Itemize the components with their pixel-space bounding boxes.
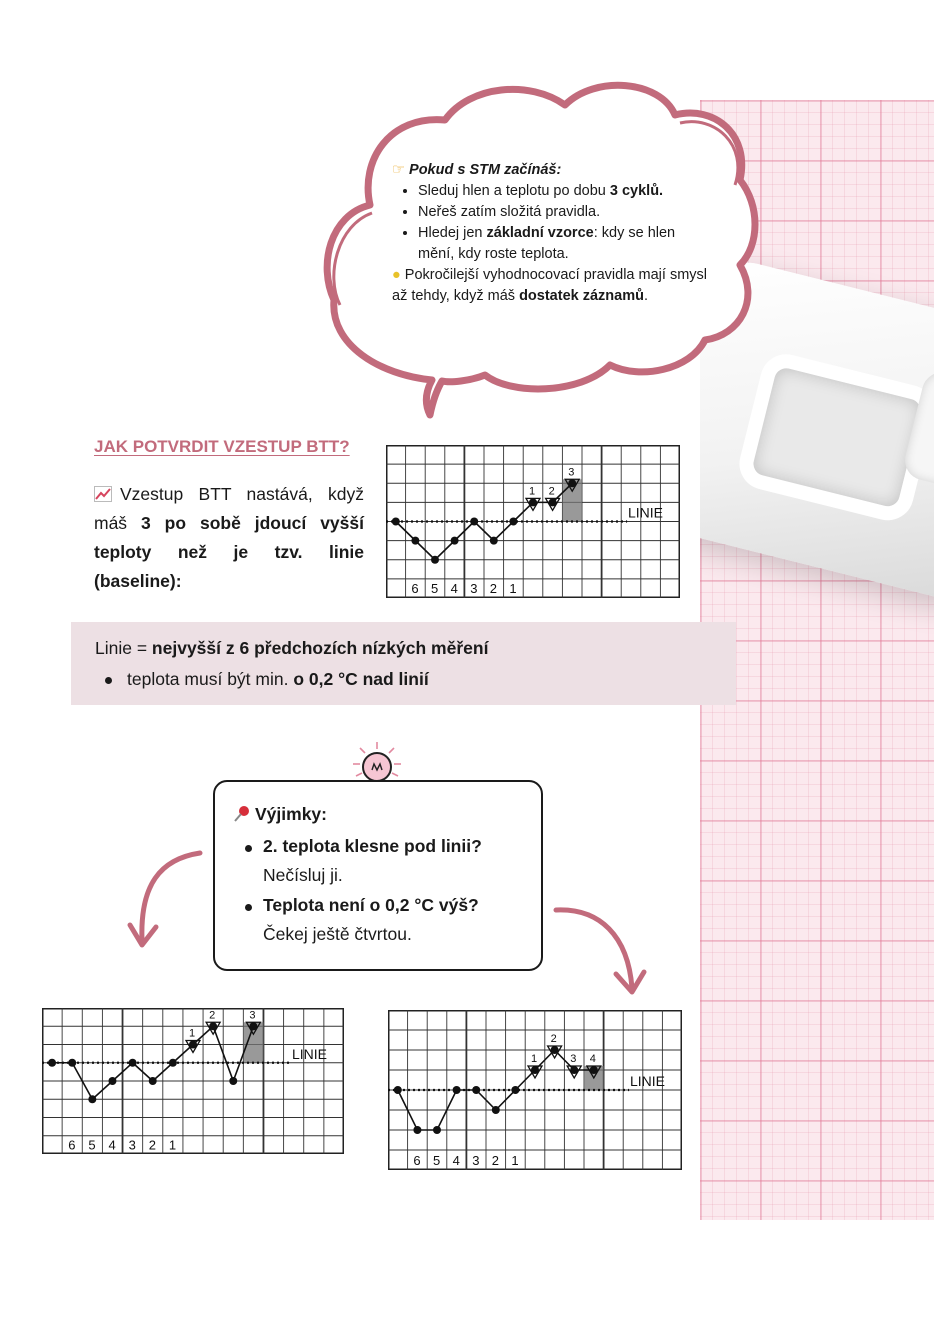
low-number-label: 4 bbox=[450, 581, 458, 597]
temperature-point bbox=[453, 1086, 461, 1094]
section-text-bold: 3 po sobě jdoucí vyšší teploty než je tzv. linie (baseline): bbox=[94, 513, 364, 591]
temperature-point bbox=[411, 537, 419, 545]
cloud-bullet-text: Neřeš zatím složitá pravidla. bbox=[418, 204, 601, 220]
cloud-tip-text: Pokročilejší vyhodnocovací pravidla mají smysl až tehdy, když máš bbox=[392, 267, 707, 304]
temperature-point bbox=[472, 1086, 480, 1094]
high-number-label: 3 bbox=[568, 466, 575, 479]
temperature-point bbox=[490, 537, 498, 545]
temperature-point bbox=[88, 1095, 96, 1103]
low-number-label: 2 bbox=[148, 1137, 156, 1153]
cloud-bullet-text: Hledej jen bbox=[418, 225, 487, 241]
temperature-point bbox=[229, 1077, 237, 1085]
pointing-hand-icon: ☞ bbox=[392, 162, 405, 178]
low-number-label: 3 bbox=[470, 581, 478, 597]
bullet-dot bbox=[245, 904, 252, 911]
section-title: JAK POTVRDIT VZESTUP BTT? bbox=[94, 437, 350, 456]
temperature-point bbox=[149, 1077, 157, 1085]
temperature-point bbox=[68, 1059, 76, 1067]
low-number-label: 6 bbox=[413, 1153, 421, 1168]
temperature-point bbox=[413, 1126, 421, 1134]
high-number-label: 2 bbox=[209, 1009, 216, 1022]
exception-item-text: Nečísluj ji. bbox=[263, 865, 343, 885]
baseline-definition-box bbox=[71, 622, 736, 705]
low-number-label: 5 bbox=[433, 1153, 441, 1168]
cloud-bullet-bold: základní vzorce bbox=[486, 225, 594, 241]
temperature-point bbox=[431, 556, 439, 564]
low-number-label: 1 bbox=[511, 1153, 519, 1168]
bullet-dot bbox=[245, 845, 252, 852]
low-number-label: 5 bbox=[88, 1137, 96, 1153]
cloud-tip bbox=[392, 265, 707, 307]
low-number-label: 3 bbox=[128, 1137, 136, 1153]
bullet-dot bbox=[105, 677, 112, 684]
baseline-label: LINIE bbox=[628, 504, 664, 521]
high-number-label: 1 bbox=[189, 1027, 196, 1040]
section-text bbox=[94, 480, 364, 596]
high-number-label: 3 bbox=[249, 1009, 256, 1022]
cloud-content bbox=[392, 160, 707, 307]
high-number-label: 4 bbox=[589, 1053, 596, 1065]
btt-chart-exception-1 bbox=[42, 1008, 344, 1154]
baseline-definition bbox=[95, 638, 488, 659]
cloud-tip-end: . bbox=[643, 288, 648, 304]
high-number-label: 3 bbox=[570, 1053, 577, 1065]
cloud-bullet bbox=[418, 223, 707, 265]
cloud-bullet-bold: 3 cyklů. bbox=[609, 183, 664, 199]
exceptions-box bbox=[213, 780, 543, 971]
temperature-point bbox=[492, 1106, 500, 1114]
temperature-point bbox=[433, 1126, 441, 1134]
cloud-bullet bbox=[418, 181, 707, 202]
exception-item bbox=[263, 891, 525, 949]
rule-prefix: teplota musí být min. bbox=[127, 669, 294, 689]
lightbulb-icon: ● bbox=[392, 267, 401, 283]
right-arrow bbox=[550, 900, 650, 1000]
exceptions-title-text: Výjimky: bbox=[255, 804, 327, 824]
rule-bold: o 0,2 °C nad linií bbox=[293, 669, 429, 689]
cloud-bullet-text: : kdy se hlen mění, kdy roste teplota. bbox=[418, 225, 676, 262]
exception-item-bold: Teplota není o 0,2 °C výš? bbox=[263, 895, 479, 915]
cloud-bullet-text: Sleduj hlen a teplotu po dobu bbox=[418, 183, 610, 199]
definition-bold: nejvyšší z 6 předchozích nízkých měření bbox=[151, 638, 489, 658]
temperature-point bbox=[509, 518, 517, 526]
high-number-label: 1 bbox=[531, 1053, 538, 1065]
high-number-label: 2 bbox=[548, 485, 555, 498]
temperature-point bbox=[394, 1086, 402, 1094]
cloud-bullet bbox=[418, 202, 707, 223]
low-number-label: 1 bbox=[168, 1137, 177, 1153]
cloud-heading-text: Pokud s STM začínáš: bbox=[409, 162, 562, 178]
low-number-label: 5 bbox=[431, 581, 439, 597]
exception-item-text: Čekej ještě čtvrtou. bbox=[263, 924, 412, 944]
low-number-label: 1 bbox=[509, 581, 517, 597]
temperature-point bbox=[470, 518, 478, 526]
baseline-label: LINIE bbox=[630, 1073, 666, 1089]
low-number-label: 4 bbox=[452, 1153, 460, 1168]
left-arrow bbox=[120, 845, 210, 955]
low-number-label: 2 bbox=[489, 581, 498, 597]
temperature-point bbox=[129, 1059, 137, 1067]
high-number-label: 2 bbox=[550, 1033, 557, 1045]
exception-item-bold: 2. teplota klesne pod linii? bbox=[263, 836, 482, 856]
chart-increasing-icon bbox=[94, 486, 112, 502]
exceptions-title bbox=[233, 804, 327, 825]
btt-chart-exception-2 bbox=[388, 1010, 682, 1170]
btt-chart-rule bbox=[386, 445, 680, 598]
low-number-label: 6 bbox=[68, 1137, 76, 1153]
exception-item bbox=[263, 832, 525, 890]
low-number-label: 4 bbox=[108, 1137, 116, 1153]
temperature-point bbox=[451, 537, 459, 545]
cloud-heading bbox=[392, 160, 707, 181]
cloud-bullet-list bbox=[392, 181, 707, 265]
high-number-label: 1 bbox=[529, 485, 536, 498]
temperature-point bbox=[48, 1059, 56, 1067]
low-number-label: 2 bbox=[491, 1153, 500, 1168]
low-number-label: 3 bbox=[472, 1153, 480, 1168]
temperature-point bbox=[108, 1077, 116, 1085]
temperature-point bbox=[169, 1059, 177, 1067]
baseline-rule bbox=[127, 669, 429, 690]
pushpin-icon bbox=[233, 805, 251, 823]
definition-prefix: Linie = bbox=[95, 638, 152, 658]
section-text-plain: Vzestup BTT nastává, když máš bbox=[94, 484, 364, 533]
temperature-point bbox=[511, 1086, 519, 1094]
low-number-label: 6 bbox=[411, 581, 419, 597]
thermometer-display bbox=[734, 349, 934, 526]
temperature-point bbox=[392, 518, 400, 526]
baseline-label: LINIE bbox=[292, 1045, 328, 1062]
cloud-tip-bold: dostatek záznamů bbox=[519, 288, 644, 304]
